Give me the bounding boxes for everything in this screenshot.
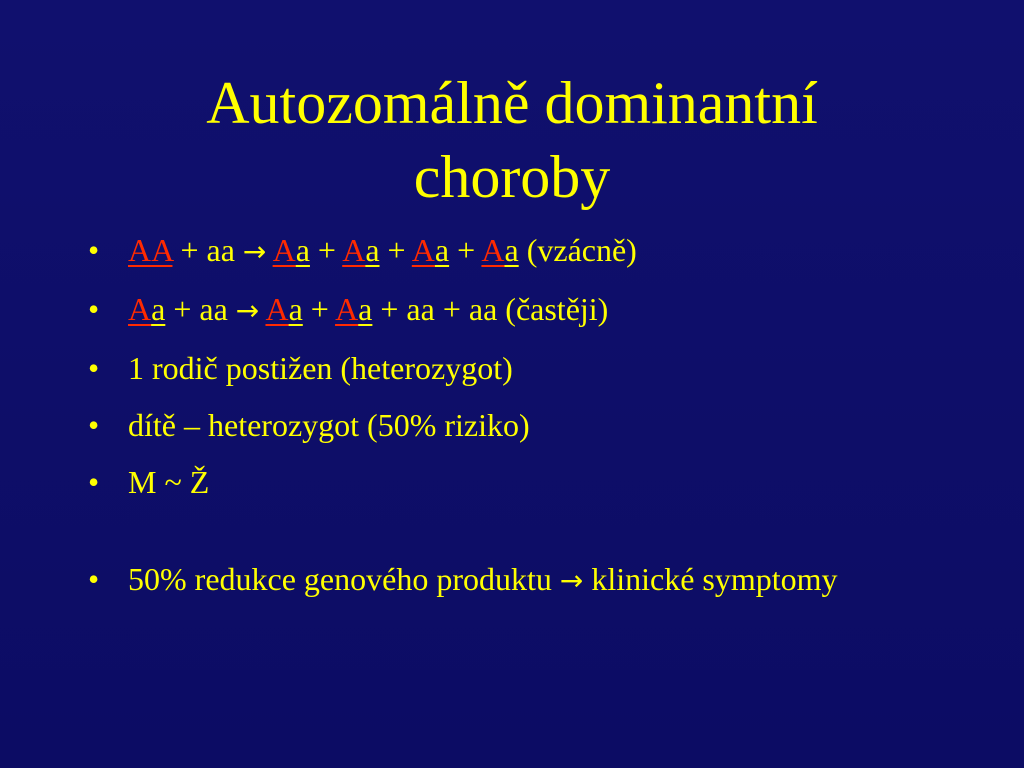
- title-line-2: choroby: [413, 144, 611, 210]
- allele-dominant: A: [342, 232, 366, 268]
- allele-recessive: a: [434, 232, 450, 268]
- bullet-text: M ~ Ž: [128, 464, 210, 500]
- allele-recessive: a: [288, 291, 303, 327]
- allele-dominant: A: [272, 232, 296, 268]
- bullet-dot: •: [88, 291, 100, 327]
- bullet-text: dítě – heterozygot (50% riziko): [128, 407, 530, 443]
- bullet-dot: •: [88, 350, 100, 386]
- allele-recessive: a: [151, 291, 166, 327]
- bullet-item-reduction: [88, 559, 968, 601]
- genotype-AA: AA: [128, 232, 173, 268]
- bullet-text: 1 rodič postižen (heterozygot): [128, 350, 513, 386]
- text-plus-aa: + aa: [172, 232, 243, 268]
- allele-recessive: a: [365, 232, 380, 268]
- bullet-text: klinické symptomy: [583, 561, 838, 597]
- allele-dominant: A: [128, 291, 152, 327]
- slide-title: [0, 66, 1024, 214]
- text-rarely: (vzácně): [518, 232, 637, 268]
- allele-recessive: a: [295, 232, 310, 268]
- text-more-often: + aa + aa (častěji): [372, 291, 609, 327]
- allele-recessive: a: [358, 291, 373, 327]
- bullet-item-sex-ratio: [88, 462, 968, 502]
- bullet-dot: •: [88, 464, 100, 500]
- bullet-dot: •: [88, 561, 100, 597]
- text-plus-aa: + aa: [165, 291, 236, 327]
- bullet-dot: •: [88, 407, 100, 443]
- title-line-1: Autozomálně dominantní: [206, 70, 818, 136]
- bullet-text: 50% redukce genového produktu: [128, 561, 560, 597]
- bullet-dot: •: [88, 232, 100, 268]
- arrow-right-icon: →: [559, 564, 584, 597]
- arrow-right-icon: →: [235, 294, 260, 327]
- allele-dominant: A: [265, 291, 289, 327]
- arrow-right-icon: →: [242, 235, 267, 268]
- bullet-item-common-cross: • Aa + aa → Aa + Aa + aa + aa (častěji): [88, 291, 609, 327]
- bullet-item-child-risk: [88, 405, 968, 445]
- allele-recessive: a: [504, 232, 519, 268]
- allele-dominant: A: [335, 291, 359, 327]
- allele-dominant: A: [481, 232, 505, 268]
- bullet-item-rare-cross: • AA + aa → Aa + Aa + Aa + Aa (vzácně): [88, 232, 637, 268]
- bullet-item-one-parent: [88, 348, 968, 388]
- bullet-list: [88, 230, 968, 618]
- allele-dominant: A: [411, 232, 435, 268]
